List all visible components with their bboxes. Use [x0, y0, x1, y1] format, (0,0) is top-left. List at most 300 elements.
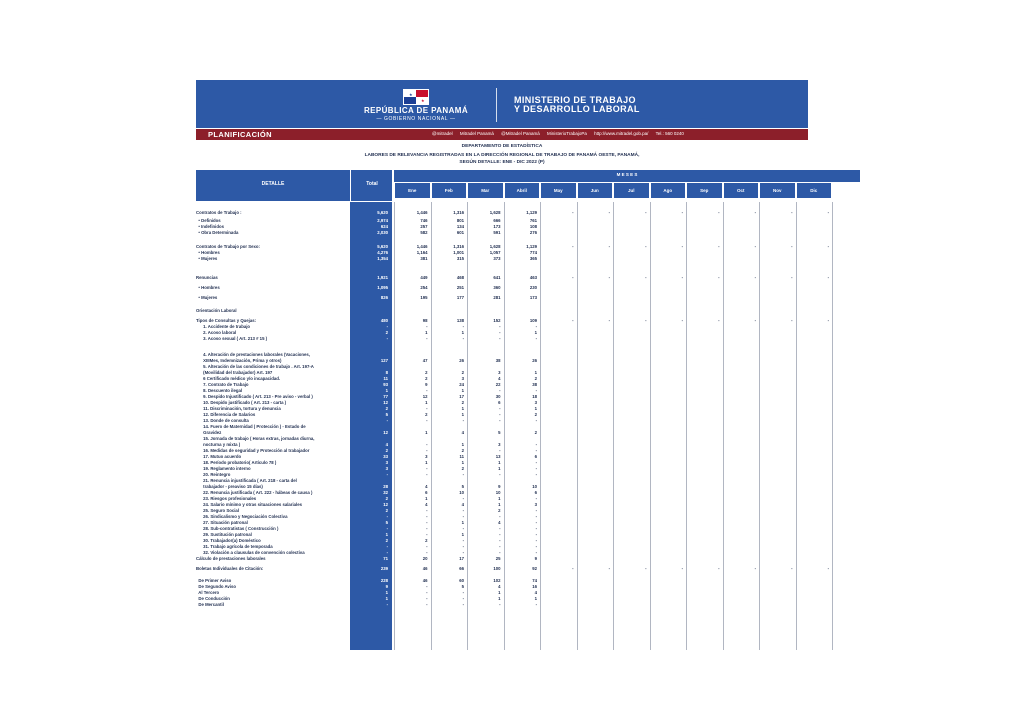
cell-mar: 641 — [493, 275, 501, 280]
cell-ene: - — [426, 544, 428, 549]
row-total: - — [386, 418, 388, 423]
cell-abril: - — [535, 508, 537, 513]
cell-abril: 2 — [534, 412, 537, 417]
cell-feb: - — [462, 508, 464, 513]
cell-abril: - — [535, 418, 537, 423]
row-label: 22. Renuncia justificada ( Art. 222 - hábeas de causa ) — [196, 490, 313, 495]
row-label: De Mercantil — [196, 602, 224, 607]
month-header-2: Mar — [467, 182, 504, 199]
cell-ene: 6 — [425, 490, 428, 495]
table-row — [196, 308, 860, 314]
cell-abril: 1 — [534, 406, 537, 411]
cell-jul: - — [645, 244, 647, 249]
row-total: 1 — [385, 596, 388, 601]
row-label: Tipos de Consultas y Quejas: — [196, 318, 257, 323]
cell-feb: - — [462, 538, 464, 543]
website-link[interactable]: http://www.mitradel.gob.pa/ — [594, 131, 649, 136]
row-total: 12 — [383, 400, 388, 405]
cell-mar: 4 — [498, 584, 501, 589]
cell-ene: 381 — [420, 256, 428, 261]
cell-ene: - — [426, 550, 428, 555]
row-label: Boletas Individuales de Citación: — [196, 566, 264, 571]
row-total: - — [386, 526, 388, 531]
cell-may: - — [572, 244, 574, 249]
row-total: 624 — [380, 224, 388, 229]
row-total: 2 — [385, 448, 388, 453]
row-total: 2 — [385, 330, 388, 335]
cell-oct: - — [754, 210, 756, 215]
row-total: - — [386, 472, 388, 477]
cell-mar: 1 — [498, 466, 501, 471]
cell-feb: 66 — [459, 566, 464, 571]
cell-ene: 2 — [425, 370, 428, 375]
row-label: 24. Salario mínimo y otras situaciones salariales — [196, 502, 303, 507]
table-row — [196, 275, 860, 281]
cell-mar: 2 — [498, 508, 501, 513]
row-total: 239 — [380, 566, 388, 571]
cell-sep: - — [718, 210, 720, 215]
row-total: 5,620 — [377, 244, 388, 249]
row-label: Contratos de Trabajo por Sexo: — [196, 244, 260, 249]
cell-jul: - — [645, 566, 647, 571]
row-label: 10. Despido justificado ( Art. 213 - carta ) — [196, 400, 287, 405]
cell-mar: - — [499, 514, 501, 519]
month-header-9: Oct — [723, 182, 760, 199]
cell-feb: 177 — [456, 295, 464, 300]
table-row — [196, 295, 860, 301]
cell-dic: - — [827, 244, 829, 249]
cell-feb: - — [462, 544, 464, 549]
cell-ene: 4 — [425, 484, 428, 489]
cell-abril: 38 — [532, 382, 537, 387]
cell-jun: - — [608, 318, 610, 323]
cell-feb: - — [462, 496, 464, 501]
cell-mar: 3 — [498, 442, 501, 447]
header-banner — [196, 80, 808, 128]
cell-abril: 1 — [534, 370, 537, 375]
cell-ene: - — [426, 532, 428, 537]
cell-mar: 1 — [498, 496, 501, 501]
cell-mar: 4 — [498, 376, 501, 381]
month-header-8: Sep — [686, 182, 723, 199]
row-label: 25. Seguro Social — [196, 508, 239, 513]
row-total: 12 — [383, 430, 388, 435]
row-label: 11. Discriminación, tortura y denuncia — [196, 406, 281, 411]
row-total: - — [386, 336, 388, 341]
cell-ene: - — [426, 418, 428, 423]
cell-abril: 774 — [529, 250, 537, 255]
cell-sep: - — [718, 275, 720, 280]
instagram-link[interactable]: @Mitradel Panamá — [501, 131, 540, 136]
cell-ago: - — [681, 244, 683, 249]
cell-feb: 1 — [461, 442, 464, 447]
phone-label: Tel.: 560 0240 — [655, 131, 684, 136]
cell-ene: 2 — [425, 376, 428, 381]
row-total: 33 — [383, 454, 388, 459]
cell-may: - — [572, 318, 574, 323]
cell-ago: - — [681, 275, 683, 280]
cell-abril: - — [535, 336, 537, 341]
cell-abril: - — [535, 442, 537, 447]
table-row — [196, 256, 860, 262]
document-sheet — [196, 80, 829, 650]
cell-mar: 666 — [493, 218, 501, 223]
month-header-5: Jun — [577, 182, 614, 199]
cell-abril: - — [535, 514, 537, 519]
row-total: 826 — [380, 295, 388, 300]
cell-ago: - — [681, 210, 683, 215]
row-total: 4,276 — [377, 250, 388, 255]
cell-ene: 20 — [422, 556, 428, 561]
ministry-name: MINISTERIO DE TRABAJO Y DESARROLLO LABORAL — [514, 95, 640, 114]
row-label: 20. Reintegro — [196, 472, 231, 477]
row-total: 3 — [385, 466, 388, 471]
cell-abril: - — [535, 550, 537, 555]
cell-nov: - — [791, 566, 793, 571]
row-total: 1 — [385, 532, 388, 537]
cell-ene: - — [426, 336, 428, 341]
cell-mar: - — [499, 538, 501, 543]
month-header-3: Abril — [504, 182, 541, 199]
cell-mar: - — [499, 526, 501, 531]
cell-abril: 276 — [529, 230, 537, 235]
cell-dic: - — [827, 318, 829, 323]
total-header-cell: Total — [350, 170, 392, 201]
cell-ene: 4 — [425, 502, 428, 507]
row-label: 30. Trabajador(a) Doméstico — [196, 538, 261, 543]
cell-abril: - — [535, 466, 537, 471]
row-total: 1 — [385, 590, 388, 595]
cell-ene: - — [426, 442, 428, 447]
row-label: 21. Renuncia injustificada ( Art. 218 - carta del — [196, 478, 297, 483]
row-label: Cálculo de prestaciones laborales — [196, 556, 266, 561]
cell-mar: - — [499, 406, 501, 411]
row-label: • Indefinidos — [196, 224, 225, 229]
row-label: 32. Violación a clausulas de convención colectiva — [196, 550, 305, 555]
cell-ene: 254 — [420, 285, 428, 290]
month-header-11: Dic — [796, 182, 833, 199]
row-total: 5 — [385, 520, 388, 525]
cell-mar: 3 — [498, 370, 501, 375]
row-total: 71 — [383, 556, 388, 561]
cell-feb: 315 — [456, 256, 464, 261]
cell-ene: - — [426, 508, 428, 513]
cell-feb: 1 — [461, 388, 464, 393]
cell-ene: - — [426, 466, 428, 471]
row-total: - — [386, 544, 388, 549]
row-total: 228 — [380, 578, 388, 583]
cell-mar: - — [499, 412, 501, 417]
cell-ene: 46 — [422, 566, 428, 571]
month-header-0: Ene — [394, 182, 431, 199]
cell-mar: - — [499, 544, 501, 549]
cell-sep: - — [718, 244, 720, 249]
cell-abril: 92 — [532, 566, 537, 571]
cell-ene: 449 — [420, 275, 428, 280]
cell-mar: 360 — [493, 285, 501, 290]
row-total: 5 — [385, 412, 388, 417]
cell-ene: 1 — [425, 496, 428, 501]
cell-abril: 3 — [534, 502, 537, 507]
cell-feb: 2 — [461, 448, 464, 453]
cell-mar: 38 — [495, 358, 501, 363]
cell-ene: 582 — [420, 230, 428, 235]
cell-abril: 1 — [534, 596, 537, 601]
cell-abril: 108 — [529, 224, 537, 229]
facebook-link[interactable]: Mitradel Panamá — [459, 131, 494, 136]
youtube-link[interactable]: MinisterioTrabajoPa — [547, 131, 587, 136]
row-total: 2 — [385, 406, 388, 411]
cell-abril: - — [535, 526, 537, 531]
cell-abril: 1,129 — [526, 244, 537, 249]
cell-abril: 6 — [534, 490, 537, 495]
cell-ene: 2 — [425, 538, 428, 543]
cell-mar: 1,057 — [489, 250, 501, 255]
cell-ago: - — [681, 566, 683, 571]
cell-feb: 2 — [461, 370, 464, 375]
row-label: Orientación Laboral — [196, 308, 237, 313]
cell-ene: 47 — [422, 358, 428, 363]
month-header-1: Feb — [431, 182, 468, 199]
cell-mar: - — [499, 330, 501, 335]
row-label: 2. Acoso laboral — [196, 330, 237, 335]
cell-mar: - — [499, 418, 501, 423]
cell-mar: 10 — [495, 490, 501, 495]
row-label: 27. Situación patronal — [196, 520, 248, 525]
row-label: • Hombres — [196, 285, 220, 290]
table-row — [196, 336, 860, 342]
cell-feb: - — [462, 336, 464, 341]
cell-dic: - — [827, 210, 829, 215]
cell-ene: 1 — [425, 330, 428, 335]
cell-abril: 26 — [532, 358, 537, 363]
cell-oct: - — [754, 244, 756, 249]
cell-abril: 4 — [534, 590, 537, 595]
row-total: 127 — [380, 358, 388, 363]
table-row — [196, 556, 860, 562]
cell-feb: 601 — [456, 230, 464, 235]
cell-feb: 2 — [461, 400, 464, 405]
cell-feb: 24 — [459, 382, 464, 387]
cell-mar: 1,628 — [489, 210, 501, 215]
cell-feb: 134 — [456, 224, 464, 229]
cell-ene: - — [426, 472, 428, 477]
cell-mar: 102 — [493, 578, 501, 583]
cell-nov: - — [791, 244, 793, 249]
cell-abril: 16 — [532, 584, 537, 589]
cell-may: - — [572, 210, 574, 215]
cell-ene: 3 — [425, 454, 428, 459]
cell-abril: 463 — [529, 275, 537, 280]
row-total: 4 — [385, 442, 388, 447]
government-label: — GOBIERNO NACIONAL — — [376, 116, 456, 122]
row-label: 23. Riesgos profesionales — [196, 496, 257, 501]
table-row — [196, 230, 860, 236]
cell-feb: 10 — [459, 490, 464, 495]
row-label: 3. Acoso sexual ( Art. 213 # 15 ) — [196, 336, 268, 341]
row-label: 12. Diferencia de Salarios — [196, 412, 256, 417]
month-header-6: Jul — [613, 182, 650, 199]
cell-feb: 5 — [461, 584, 464, 589]
cell-feb: - — [462, 514, 464, 519]
cell-mar: 1 — [498, 596, 501, 601]
cell-feb: 60 — [459, 578, 464, 583]
cell-mar: 6 — [498, 400, 501, 405]
detail-header-cell: DETALLE — [196, 170, 350, 201]
cell-ene: 1,446 — [416, 210, 428, 215]
row-label: Renuncias — [196, 275, 218, 280]
cell-jun: - — [608, 210, 610, 215]
row-total: - — [386, 514, 388, 519]
report-title: LABORES DE RELEVANCIA REGISTRADAS EN LA DIRECCIÓN REGIONAL DE TRABAJO DE PANAMÁ OESTE, PANAMÁ, — [364, 153, 640, 158]
section-ribbon — [196, 129, 808, 140]
row-total: - — [386, 602, 388, 607]
cell-jun: - — [608, 275, 610, 280]
row-total: 2 — [385, 508, 388, 513]
row-label: • Obra Determinada — [196, 230, 239, 235]
section-title: PLANIFICACIÓN — [208, 130, 272, 139]
row-label: Contratos de Trabajo : — [196, 210, 242, 215]
cell-ene: 1 — [425, 400, 428, 405]
table-row — [196, 566, 860, 572]
row-total: - — [386, 324, 388, 329]
cell-feb: 4 — [461, 430, 464, 435]
row-label: De Primer Aviso — [196, 578, 232, 583]
cell-feb: 26 — [459, 358, 464, 363]
cell-mar: 1,628 — [489, 244, 501, 249]
cell-ene: 2 — [425, 412, 428, 417]
cell-feb: 1 — [461, 460, 464, 465]
row-total: - — [386, 550, 388, 555]
cell-ene: 12 — [422, 394, 428, 399]
cell-mar: - — [499, 448, 501, 453]
cell-dic: - — [827, 566, 829, 571]
cell-mar: 1 — [498, 460, 501, 465]
cell-nov: - — [791, 210, 793, 215]
cell-feb: 1,001 — [453, 250, 464, 255]
cell-ene: - — [426, 590, 428, 595]
cell-mar: 5 — [498, 430, 501, 435]
row-label: 7. Contrato de Trabajo — [196, 382, 249, 387]
cell-feb: - — [462, 590, 464, 595]
row-label: Al Tercero — [196, 590, 220, 595]
row-label: 28. Sub-contratistas ( Construcción ) — [196, 526, 279, 531]
cell-abril: - — [535, 520, 537, 525]
cell-feb: - — [462, 324, 464, 329]
cell-ene: 257 — [420, 224, 428, 229]
department-heading: DEPARTAMENTO DE ESTADÍSTICA — [461, 144, 543, 149]
cell-abril: 3 — [534, 400, 537, 405]
cell-ene: - — [426, 596, 428, 601]
cell-mar: 13 — [495, 454, 501, 459]
cell-abril: 2 — [534, 376, 537, 381]
row-label: 15. Jornada de trabajo ( Horas extras, jornadas diurna, — [196, 436, 315, 441]
row-total: 2 — [385, 496, 388, 501]
cell-abril: - — [535, 324, 537, 329]
month-header-7: Ago — [650, 182, 687, 199]
row-label: XIIIMes, Indemnización, Prima y otros) — [196, 358, 282, 363]
row-total: 1 — [385, 388, 388, 393]
row-label: • Mujeres — [196, 295, 218, 300]
cell-mar: 25 — [495, 556, 501, 561]
row-label: 8. Descuento ilegal — [196, 388, 243, 393]
row-label: De Conducción — [196, 596, 230, 601]
cell-ene: - — [426, 526, 428, 531]
row-total: 28 — [383, 484, 388, 489]
cell-ene: - — [426, 514, 428, 519]
cell-ene: 746 — [420, 218, 428, 223]
row-label: Gravidez — [196, 430, 222, 435]
cell-mar: - — [499, 602, 501, 607]
cell-mar: 281 — [493, 295, 501, 300]
cell-dic: - — [827, 275, 829, 280]
row-label: trabajador - preaviso 15 días) — [196, 484, 263, 489]
cell-mar: 30 — [495, 394, 501, 399]
cell-feb: 11 — [459, 454, 464, 459]
row-total: 9 — [385, 584, 388, 589]
cell-mar: 591 — [493, 230, 501, 235]
cell-abril: 1 — [534, 330, 537, 335]
row-total: 93 — [383, 382, 388, 387]
row-label: 4. Alteración de prestaciones laborales (Vacaciones, — [196, 352, 310, 357]
row-label: 31. Trabajo agrícola de temporada — [196, 544, 273, 549]
cell-ene: - — [426, 324, 428, 329]
row-label: 1. Accidente de trabajo — [196, 324, 251, 329]
row-total: 1,095 — [377, 285, 388, 290]
cell-jul: - — [645, 318, 647, 323]
row-label: 5. Alteración de las condiciones de trabajo . Art. 197-A — [196, 364, 314, 369]
row-label: nocturna y mixta ) — [196, 442, 241, 447]
cell-ene: 1,164 — [416, 250, 428, 255]
cell-oct: - — [754, 566, 756, 571]
cell-mar: 373 — [493, 256, 501, 261]
cell-mar: - — [499, 324, 501, 329]
cell-feb: 138 — [456, 318, 464, 323]
cell-jul: - — [645, 210, 647, 215]
cell-sep: - — [718, 318, 720, 323]
cell-mar: - — [499, 532, 501, 537]
row-total: 77 — [383, 394, 388, 399]
cell-abril: 74 — [532, 578, 537, 583]
row-total: 1,921 — [377, 275, 388, 280]
cell-ene: 1 — [425, 430, 428, 435]
cell-feb: 2 — [461, 466, 464, 471]
cell-ene: 9 — [425, 382, 428, 387]
cell-ene: - — [426, 388, 428, 393]
row-label: 26. Sindicalismo y Negociación Colectiva — [196, 514, 288, 519]
cell-feb: - — [462, 526, 464, 531]
cell-jul: - — [645, 275, 647, 280]
cell-mar: - — [499, 388, 501, 393]
cell-abril: - — [535, 544, 537, 549]
cell-abril: 9 — [534, 556, 537, 561]
cell-feb: 801 — [456, 218, 464, 223]
cell-mar: 1 — [498, 502, 501, 507]
twitter-link[interactable]: @mitradel — [432, 131, 453, 136]
cell-jun: - — [608, 566, 610, 571]
cell-abril: - — [535, 532, 537, 537]
cell-feb: - — [462, 602, 464, 607]
cell-feb: 3 — [461, 376, 464, 381]
row-label: 19. Reglamento interno — [196, 466, 251, 471]
cell-feb: 17 — [459, 394, 464, 399]
cell-feb: 1 — [461, 520, 464, 525]
cell-sep: - — [718, 566, 720, 571]
row-label: 17. Mutuo acuerdo — [196, 454, 242, 459]
table-row — [196, 602, 860, 608]
row-total: 5,620 — [377, 210, 388, 215]
cell-feb: 1 — [461, 330, 464, 335]
